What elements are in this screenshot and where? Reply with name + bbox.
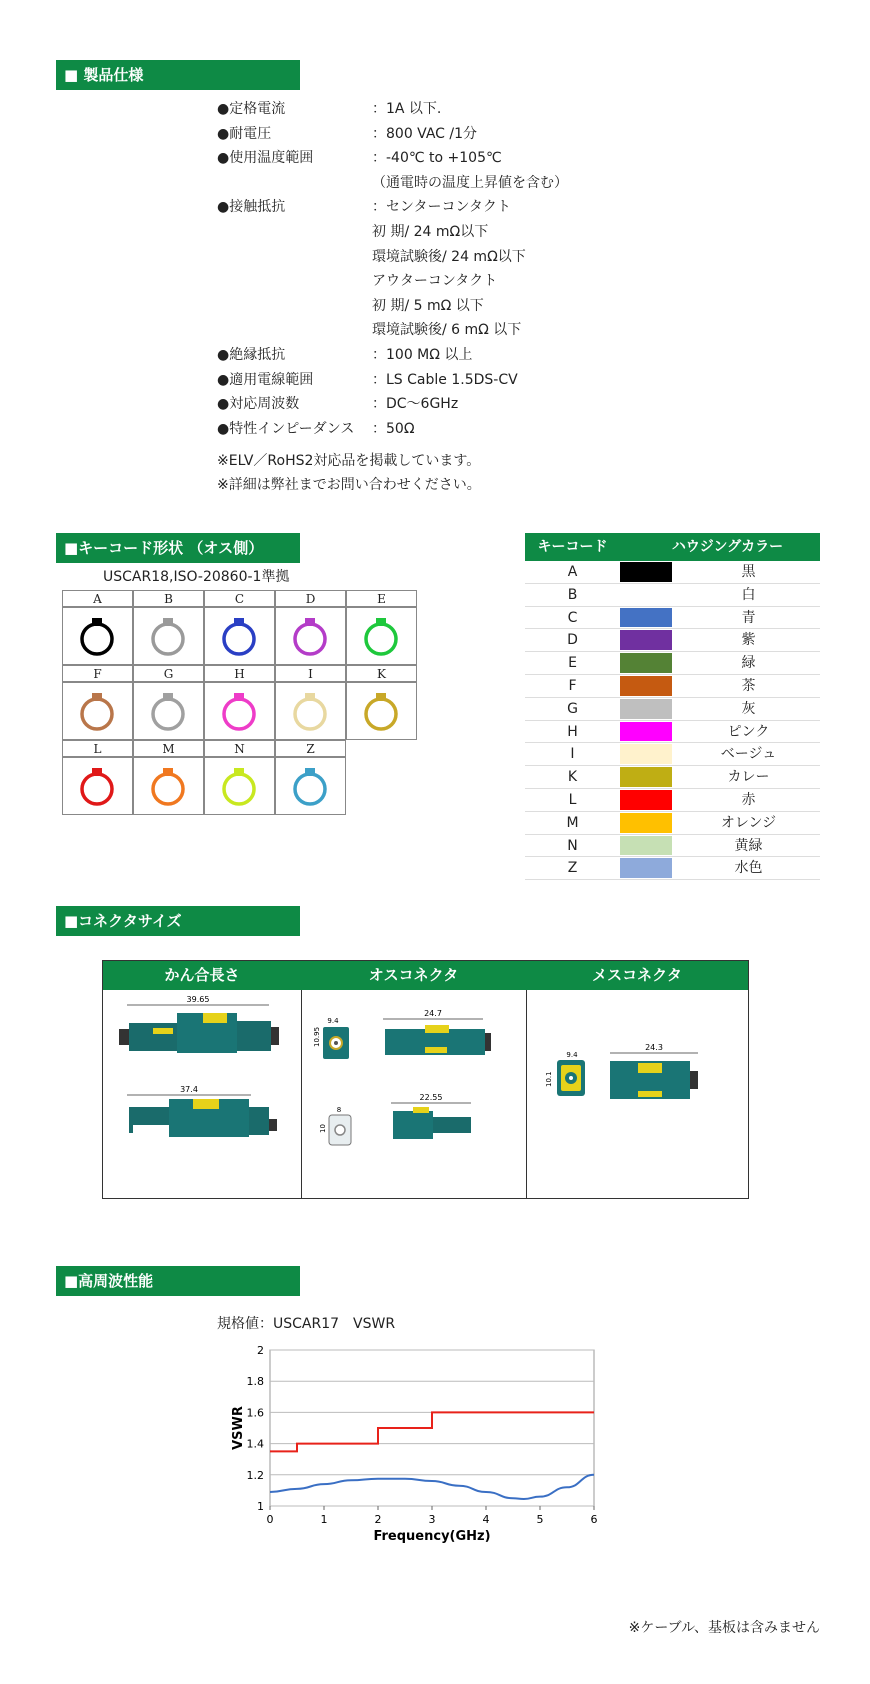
key-code-label: N <box>204 740 275 757</box>
housing-color-table <box>525 533 820 880</box>
key-code-label: D <box>275 590 346 607</box>
size-col-mating <box>103 961 302 1198</box>
male-front-1 <box>313 1017 349 1059</box>
color-swatch <box>620 836 672 856</box>
y-tick-label: 1.4 <box>246 1437 264 1451</box>
color-row-name: 緑 <box>741 655 756 672</box>
spec-key: ●絶縁抵抗 <box>217 347 286 363</box>
color-row-name: 黄緑 <box>734 837 763 854</box>
key-code-label: G <box>133 665 204 682</box>
key-shape-F-icon <box>63 683 132 739</box>
male-side-2 <box>391 1093 471 1139</box>
color-row <box>525 607 820 630</box>
male-drawings <box>301 961 526 1198</box>
dim-f-l: 24.3 <box>645 1043 663 1052</box>
col-header-male: オスコネクタ <box>301 961 526 990</box>
spec-value: ：-40℃ to +105℃ <box>372 150 502 167</box>
dim-f-w: 9.4 <box>566 1051 578 1059</box>
x-tick-label: 2 <box>374 1513 382 1526</box>
key-shape-cell <box>275 607 346 665</box>
spec-value: ：LS Cable 1.5DS-CV <box>372 371 518 388</box>
header-housing-color: ハウジングカラー <box>671 539 784 555</box>
color-row <box>525 721 820 744</box>
spec-value: ：センターコンタクト <box>372 199 511 216</box>
color-row-code: I <box>570 746 575 763</box>
dim-m-l1: 24.7 <box>424 1009 442 1018</box>
dim-f-h: 10.1 <box>545 1071 553 1087</box>
x-tick-label: 4 <box>482 1513 490 1526</box>
color-row-name: 白 <box>741 586 756 603</box>
color-swatch <box>620 699 672 719</box>
key-shape-cell <box>204 757 275 815</box>
y-tick-label: 1 <box>257 1500 264 1513</box>
color-row-code: K <box>567 769 578 786</box>
x-tick-label: 5 <box>536 1513 544 1526</box>
spec-key: ●対応周波数 <box>217 396 300 413</box>
spec-key: ●特性インピーダンス <box>217 420 355 437</box>
color-row-code: B <box>567 586 578 603</box>
color-row-name: 茶 <box>741 677 756 694</box>
color-row-name: 灰 <box>741 700 756 717</box>
color-swatch <box>620 813 672 833</box>
mated-assembly-1 <box>119 995 279 1053</box>
key-shape-E-icon <box>347 608 416 664</box>
color-row <box>525 629 820 652</box>
x-axis-label: Frequency(GHz) <box>373 1529 491 1544</box>
section-header-size: ■コネクタサイズ <box>56 906 300 936</box>
key-shape-A-icon <box>63 608 132 664</box>
key-shape-cell <box>346 607 417 665</box>
size-col-male <box>301 961 527 1198</box>
key-code-label: I <box>275 665 346 682</box>
header-keycode: キーコード <box>537 539 608 555</box>
color-row-code: M <box>566 814 579 831</box>
spec-key: ●適用電線範囲 <box>217 371 314 388</box>
key-shape-D-icon <box>276 608 345 664</box>
y-tick-label: 1.6 <box>246 1406 264 1420</box>
color-swatch <box>620 722 672 742</box>
vswr-chart <box>228 1342 668 1582</box>
dim-mate1: 39.65 <box>186 995 210 1004</box>
color-row-code: L <box>568 791 577 808</box>
key-code-label: C <box>204 590 275 607</box>
spec-value: ：50Ω <box>372 420 415 437</box>
spec-value: （通電時の温度上昇値を含む） <box>372 174 568 191</box>
key-code-label: M <box>133 740 204 757</box>
key-shape-G-icon <box>134 683 203 739</box>
x-tick-label: 6 <box>590 1513 598 1526</box>
connector-size-table <box>102 960 749 1199</box>
key-shape-cell <box>62 757 133 815</box>
color-swatch <box>620 676 672 696</box>
y-tick-label: 1.8 <box>246 1375 264 1389</box>
color-row <box>525 584 820 607</box>
key-shape-cell <box>133 757 204 815</box>
female-side <box>610 1043 698 1099</box>
mated-assembly-2 <box>127 1085 277 1137</box>
female-front <box>545 1051 585 1096</box>
color-row <box>525 561 820 584</box>
color-row <box>525 857 820 880</box>
y-axis-label: VSWR <box>231 1406 246 1450</box>
color-row-code: G <box>567 700 578 717</box>
female-drawings <box>526 961 748 1198</box>
color-row <box>525 812 820 835</box>
color-row-code: D <box>567 632 578 649</box>
color-row-name: 黒 <box>741 564 756 580</box>
key-shape-B-icon <box>134 608 203 664</box>
size-col-female <box>526 961 748 1198</box>
key-code-label: B <box>133 590 204 607</box>
y-tick-label: 2 <box>257 1344 264 1357</box>
rf-standard: 規格値：USCAR17 VSWR <box>217 1316 396 1332</box>
key-code-label: L <box>62 740 133 757</box>
key-standard: USCAR18,ISO-20860-1準拠 <box>103 569 290 585</box>
color-row-code: H <box>567 723 578 740</box>
color-swatch <box>620 562 672 582</box>
male-front-2 <box>319 1106 351 1145</box>
key-shape-cell <box>133 607 204 665</box>
color-row <box>525 835 820 858</box>
key-shape-M-icon <box>134 758 203 814</box>
color-row <box>525 698 820 721</box>
color-row-name: 紫 <box>741 632 756 649</box>
key-shape-cell <box>62 607 133 665</box>
color-swatch <box>620 744 672 764</box>
y-tick-label: 1.2 <box>246 1468 264 1482</box>
spec-value: 環境試験後/ 24 mΩ以下 <box>372 248 526 265</box>
key-shape-Z-icon <box>276 758 345 814</box>
key-shape-cell <box>346 682 417 740</box>
x-tick-label: 3 <box>428 1513 436 1526</box>
key-code-label: K <box>346 665 417 682</box>
spec-value: 環境試験後/ 6 mΩ 以下 <box>372 322 522 339</box>
dim-m-h2: 10 <box>319 1124 327 1133</box>
color-row-code: Z <box>567 860 578 877</box>
color-swatch <box>620 790 672 810</box>
color-swatch <box>620 608 672 628</box>
color-row-code: F <box>568 677 577 694</box>
spec-value: 初 期/ 5 mΩ 以下 <box>372 297 484 314</box>
key-shape-cell <box>62 682 133 740</box>
spec-value: 初 期/ 24 mΩ以下 <box>372 224 489 240</box>
footnote-cable: ※ケーブル、基板は含みません <box>628 1620 820 1636</box>
color-row-code: A <box>567 564 578 580</box>
color-swatch <box>620 653 672 673</box>
color-row <box>525 675 820 698</box>
color-swatch <box>620 585 672 605</box>
key-shape-cell <box>275 757 346 815</box>
key-shape-cell <box>275 682 346 740</box>
spec-value: ：1A 以下. <box>372 101 442 117</box>
key-code-label: H <box>204 665 275 682</box>
color-row-name: オレンジ <box>720 814 777 831</box>
key-shape-K-icon <box>347 683 416 739</box>
mating-drawings <box>103 961 301 1198</box>
color-row-name: カレー <box>727 769 770 786</box>
key-code-label: E <box>346 590 417 607</box>
key-shape-L-icon <box>63 758 132 814</box>
col-header-mating: かん合長さ <box>103 961 301 990</box>
dim-m-l2: 22.55 <box>419 1093 443 1102</box>
color-row-name: 水色 <box>734 860 763 877</box>
key-shape-N-icon <box>205 758 274 814</box>
male-side-1 <box>383 1009 491 1055</box>
color-row <box>525 652 820 675</box>
color-row <box>525 766 820 789</box>
color-row <box>525 789 820 812</box>
spec-value: アウターコンタクト <box>372 273 498 290</box>
section-header-keycode: ■キーコード形状 （オス側） <box>56 533 300 563</box>
key-shape-cell <box>204 682 275 740</box>
color-swatch <box>620 767 672 787</box>
key-code-label: F <box>62 665 133 682</box>
color-swatch <box>620 630 672 650</box>
key-shape-C-icon <box>205 608 274 664</box>
key-code-label: Z <box>275 740 346 757</box>
dim-mate2: 37.4 <box>180 1085 198 1094</box>
color-table-header <box>525 533 820 561</box>
color-row-code: E <box>568 655 577 672</box>
note-contact: ※詳細は弊社までお問い合わせください。 <box>217 477 481 493</box>
color-row-code: C <box>567 609 578 626</box>
spec-key: ●接触抵抗 <box>217 199 286 216</box>
x-tick-label: 0 <box>266 1513 274 1526</box>
section-header-rf: ■高周波性能 <box>56 1266 300 1296</box>
dim-m-w1: 9.4 <box>327 1017 339 1025</box>
key-shape-H-icon <box>205 683 274 739</box>
section-header-spec: ■ 製品仕様 <box>56 60 300 90</box>
col-header-female: メスコネクタ <box>526 961 748 990</box>
dim-m-w2: 8 <box>336 1106 342 1114</box>
color-row-name: ピンク <box>727 723 770 740</box>
color-row-name: ベージュ <box>720 746 777 763</box>
note-rohs: ※ELV／RoHS2対応品を掲載しています。 <box>217 453 481 469</box>
x-tick-label: 1 <box>320 1513 328 1526</box>
key-shape-cell <box>204 607 275 665</box>
key-shape-cell <box>133 682 204 740</box>
key-shape-I-icon <box>276 683 345 739</box>
color-row-name: 赤 <box>741 791 756 808</box>
color-swatch <box>620 858 672 878</box>
spec-value: ：800 VAC /1分 <box>372 125 478 142</box>
key-code-label: A <box>62 590 133 607</box>
spec-key: ●耐電圧 <box>217 125 272 142</box>
spec-key: ●使用温度範囲 <box>217 150 314 167</box>
color-row <box>525 743 820 766</box>
color-row-name: 青 <box>741 609 756 626</box>
spec-value: ：100 MΩ 以上 <box>372 347 473 363</box>
dim-m-h1: 10.95 <box>313 1026 321 1047</box>
spec-key: ●定格電流 <box>217 101 286 117</box>
spec-value: ：DC～6GHz <box>372 396 459 413</box>
color-row-code: N <box>567 837 578 854</box>
